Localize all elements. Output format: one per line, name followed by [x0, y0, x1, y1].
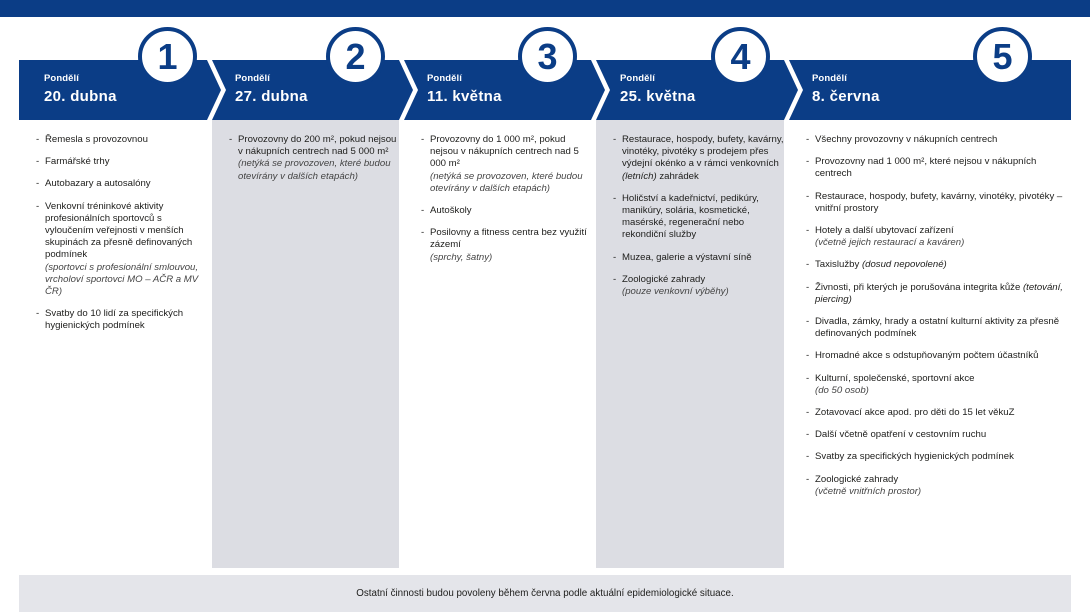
- item-text: Holičství a kadeřnictví, pedikúry, manikúry, solária, kosmetické, masérské, regenerační nebo rekondiční služby: [622, 192, 759, 241]
- stage-1-number-badge: 1: [138, 27, 197, 86]
- list-item: [596, 274, 784, 298]
- item-text: Taxislužby: [815, 259, 860, 271]
- bullet-dash: -: [613, 273, 617, 285]
- bullet-dash: -: [806, 134, 810, 145]
- item-text: Hotely a další ubytovací zařízení: [815, 225, 954, 237]
- item-note: (sprchy, šatny): [430, 251, 493, 263]
- footer-note: [19, 575, 1071, 612]
- item-text: Farmářské trhy: [45, 156, 110, 168]
- bullet-dash: -: [613, 134, 617, 145]
- bullet-dash: -: [806, 372, 810, 384]
- footer-text: Ostatní činnosti budou povoleny během června podle aktuální epidemiologické situace.: [356, 588, 734, 599]
- stage-4-list: [596, 120, 784, 568]
- item-text: Autobazary a autosalóny: [45, 178, 151, 190]
- bullet-dash: -: [806, 350, 810, 362]
- item-text: Zoologické zahrady: [622, 273, 706, 285]
- list-item: [19, 201, 207, 299]
- list-item: [212, 134, 399, 183]
- bullet-dash: -: [36, 156, 40, 168]
- item-text: Provozovny do 1 000 m², pokud nejsou v nákupních centrech nad 5 000 m²: [430, 134, 579, 170]
- list-item: [789, 451, 1071, 463]
- item-note: (tetování, piercing): [815, 281, 1063, 305]
- item-note: (včetně vnitřních prostor): [815, 485, 922, 497]
- item-text: Autoškoly: [430, 205, 472, 217]
- list-item: [789, 259, 1071, 271]
- list-item: [789, 225, 1071, 249]
- stage-1-list: [19, 120, 207, 568]
- bullet-dash: -: [806, 281, 810, 293]
- stage-5-header: [812, 60, 962, 120]
- bullet-dash: -: [421, 205, 425, 217]
- list-item: [404, 205, 591, 217]
- bullet-dash: -: [806, 190, 810, 202]
- list-item: [789, 429, 1071, 441]
- bullet-dash: -: [36, 134, 40, 145]
- item-text: Divadla, zámky, hrady a ostatní kulturní aktivity za přesně definovaných podmínek: [815, 316, 1060, 340]
- bullet-dash: -: [806, 225, 810, 237]
- stage-date: 20. dubna: [44, 88, 117, 105]
- stage-5-number-badge: 5: [973, 27, 1032, 86]
- bullet-dash: -: [421, 134, 425, 145]
- bullet-dash: -: [229, 134, 233, 145]
- item-note: (včetně jejich restaurací a kaváren): [815, 237, 965, 249]
- stage-date: 25. května: [620, 88, 696, 105]
- list-item: [596, 193, 784, 242]
- list-item: [596, 252, 784, 264]
- item-note: (letních): [622, 170, 657, 182]
- item-text: Všechny provozovny v nákupních centrech: [815, 134, 998, 145]
- bullet-dash: -: [806, 473, 810, 485]
- item-text: Muzea, galerie a výstavní síně: [622, 251, 752, 263]
- list-item: [19, 134, 207, 146]
- list-item: [789, 407, 1071, 419]
- item-text: Kulturní, společenské, sportovní akce: [815, 372, 975, 384]
- stage-2-list: [212, 120, 399, 568]
- item-text: Hromadné akce s odstupňovaným počtem účastníků: [815, 350, 1039, 362]
- list-item: [789, 474, 1071, 498]
- list-item: [789, 134, 1071, 146]
- stage-3-number-badge: 3: [518, 27, 577, 86]
- stage-2-number-badge: 2: [326, 27, 385, 86]
- list-item: [789, 373, 1071, 397]
- item-text: Řemesla s provozovnou: [45, 134, 148, 145]
- bullet-dash: -: [806, 407, 810, 419]
- item-text: Další včetně opatření v cestovním ruchu: [815, 429, 987, 441]
- item-note: (do 50 osob): [815, 384, 869, 396]
- bullet-dash: -: [421, 227, 425, 239]
- item-text: Posilovny a fitness centra bez využití zázemí: [430, 227, 587, 251]
- list-item: [19, 178, 207, 190]
- bullet-dash: -: [806, 316, 810, 328]
- bullet-dash: -: [806, 259, 810, 271]
- item-text: Venkovní tréninkové aktivity profesionálních sportovců s vyloučením veřejnosti v menších skupinách za přesně definovaných podmínek: [45, 200, 193, 261]
- list-item: [789, 316, 1071, 340]
- stage-day: Pondělí: [235, 73, 271, 84]
- item-text-tail: zahrádek: [656, 170, 699, 182]
- item-note: (netýká se provozoven, které budou otevírány v dalších etapách): [238, 158, 391, 182]
- item-note: (dosud nepovolené): [861, 259, 947, 271]
- stage-day: Pondělí: [620, 73, 656, 84]
- item-text: Zotavovací akce apod. pro děti do 15 let věkuZ: [815, 407, 1015, 419]
- stage-date: 11. května: [427, 88, 502, 105]
- list-item: [789, 156, 1071, 180]
- item-note: (pouze venkovní výběhy): [622, 286, 729, 298]
- list-item: [789, 350, 1071, 362]
- stage-day: Pondělí: [427, 73, 463, 84]
- list-item: [404, 134, 591, 195]
- item-text: Restaurace, hospody, bufety, kavárny, vinotéky, pivotéky s prodejem přes výdejní okénko a v rámci venkovních: [622, 134, 784, 170]
- stage-date: 8. června: [812, 88, 880, 105]
- item-note: (netýká se provozoven, které budou otevírány v dalších etapách): [430, 170, 583, 194]
- list-item: [789, 282, 1071, 306]
- bullet-dash: -: [613, 192, 617, 204]
- stage-3-list: [404, 120, 591, 568]
- list-item: [789, 191, 1071, 215]
- stage-day: Pondělí: [44, 73, 80, 84]
- item-text: Restaurace, hospody, bufety, kavárny, vinotéky, pivotéky – vnitřní prostory: [815, 190, 1063, 214]
- item-text: Provozovny do 200 m², pokud nejsou v nákupních centrech nad 5 000 m²: [238, 134, 397, 158]
- item-text: Zoologické zahrady: [815, 473, 899, 485]
- item-text: Provozovny nad 1 000 m², které nejsou v nákupních centrech: [815, 156, 1037, 180]
- item-text: Svatby do 10 lidí za specifických hygienických podmínek: [45, 308, 184, 332]
- item-text: Živnosti, při kterých je porušována integrita kůže: [815, 281, 1021, 293]
- bullet-dash: -: [36, 200, 40, 212]
- bullet-dash: -: [613, 251, 617, 263]
- stage-5-list: [789, 120, 1071, 568]
- bullet-dash: -: [806, 451, 810, 463]
- list-item: [596, 134, 784, 183]
- bullet-dash: -: [36, 308, 40, 320]
- stage-day: Pondělí: [812, 73, 848, 84]
- list-item: [404, 227, 591, 264]
- list-item: [19, 308, 207, 332]
- bullet-dash: -: [36, 178, 40, 190]
- item-text: Svatby za specifických hygienických podmínek: [815, 451, 1014, 463]
- list-item: [19, 156, 207, 168]
- item-note: (sportovci s profesionální smlouvou, vrcholoví sportovci MO – AČR a MV ČR): [45, 261, 199, 298]
- bullet-dash: -: [806, 429, 810, 441]
- bullet-dash: -: [806, 156, 810, 168]
- stage-4-number-badge: 4: [711, 27, 770, 86]
- stage-date: 27. dubna: [235, 88, 308, 105]
